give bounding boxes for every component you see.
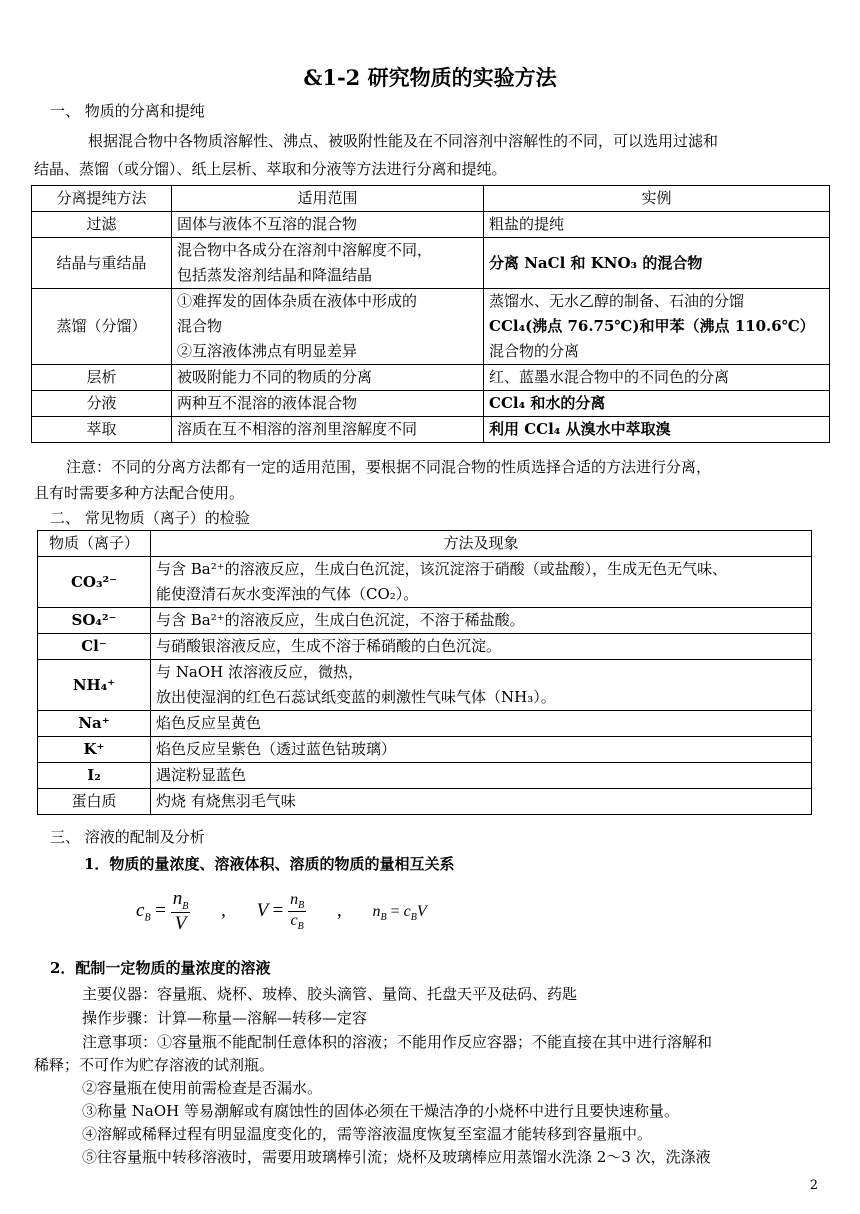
example-line: 混合物的分离 (489, 342, 580, 360)
formula-fraction: $\frac{n_B}{c_B}$ (290, 890, 305, 933)
subsection-2-heading: 2．配制一定物质的量浓度的溶液 (50, 959, 271, 977)
table-header: 分离提纯方法 (32, 186, 172, 212)
scope-cell: 固体与液体不互溶的混合物 (172, 212, 484, 238)
example-cell: 利用 CCl₄ 从溴水中萃取溴 (484, 417, 830, 443)
example-line: 蒸馏水、无水乙醇的制备、石油的分馏 (489, 292, 745, 310)
table-header-row (38, 531, 812, 557)
table-header-row (32, 186, 830, 212)
table-row (32, 212, 830, 238)
scope-cell: 溶质在互不相溶的溶剂里溶解度不同 (172, 417, 484, 443)
concentration-formula: $c_B$ = $\frac{n_B}{V}$ , V = $\frac{n_B}{c_B}$ , $n_B = c_BV$ (136, 888, 427, 934)
caution-item-5: ⑤往容量瓶中转移溶液时，需要用玻璃棒引流；烧杯及玻璃棒应用蒸馏水洗涤 2～3 次，洗涤液 (82, 1148, 711, 1166)
caution-line-2: 稀释；不可作为贮存溶液的试剂瓶。 (34, 1056, 275, 1074)
scope-line: 混合物中各成分在溶剂中溶解度不同， (177, 241, 433, 259)
subsection-1-heading: 1．物质的量浓度、溶液体积、溶质的物质的量相互关系 (84, 855, 455, 873)
caution-line-1: 注意事项：①容量瓶不能配制任意体积的溶液；不能用作反应容器；不能直接在其中进行溶解和 (82, 1033, 713, 1051)
method-cell: 灼烧 有烧焦羽毛气味 (151, 789, 812, 815)
section-3-heading: 三、 溶液的配制及分析 (50, 828, 205, 846)
instruments-line: 主要仪器：容量瓶、烧杯、玻棒、胶头滴管、量筒、托盘天平及砝码、药匙 (82, 985, 578, 1003)
table-header: 实例 (484, 186, 830, 212)
method-cell: 分液 (32, 391, 172, 417)
scope-cell (172, 238, 484, 289)
table-row (38, 634, 812, 660)
section-2-heading: 二、 常见物质（离子）的检验 (50, 509, 250, 527)
table-row (32, 289, 830, 365)
page-number: 2 (809, 1178, 818, 1193)
table-row (32, 365, 830, 391)
note-line-2: 且有时需要多种方法配合使用。 (34, 484, 245, 502)
example-cell: 粗盐的提纯 (484, 212, 830, 238)
caution-item-2: ②容量瓶在使用前需检查是否漏水。 (82, 1079, 323, 1097)
ion-test-table (37, 530, 812, 815)
example-cell: 分离 NaCl 和 KNO₃ 的混合物 (484, 238, 830, 289)
scope-line: ②互溶液体沸点有明显差异 (177, 342, 358, 360)
table-row (32, 417, 830, 443)
example-cell: CCl₄ 和水的分离 (484, 391, 830, 417)
ion-cell: NH₄⁺ (38, 660, 151, 711)
method-cell: 焰色反应呈紫色（透过蓝色钴玻璃） (151, 737, 812, 763)
ion-cell: CO₃²⁻ (38, 557, 151, 608)
section-1-paragraph-line-2: 结晶、蒸馏（或分馏）、纸上层析、萃取和分液等方法进行分离和提纯。 (34, 160, 507, 178)
method-cell: 蒸馏（分馏） (32, 289, 172, 365)
method-line: 与 NaOH 浓溶液反应，微热， (156, 663, 363, 681)
method-cell (151, 660, 812, 711)
table-row (38, 608, 812, 634)
ion-cell: Na⁺ (38, 711, 151, 737)
method-cell (151, 557, 812, 608)
method-cell: 焰色反应呈黄色 (151, 711, 812, 737)
method-cell: 与硝酸银溶液反应，生成不溶于稀硝酸的白色沉淀。 (151, 634, 812, 660)
ion-cell: SO₄²⁻ (38, 608, 151, 634)
method-cell: 萃取 (32, 417, 172, 443)
scope-line: 包括蒸发溶剂结晶和降温结晶 (177, 266, 373, 284)
method-line: 能使澄清石灰水变浑浊的气体（CO₂）。 (156, 585, 419, 603)
formula-fraction: $\frac{n_B}{V}$ (172, 888, 189, 934)
table-row (38, 711, 812, 737)
scope-cell (172, 289, 484, 365)
page-title: &1-2 研究物质的实验方法 (303, 65, 557, 90)
scope-cell: 被吸附能力不同的物质的分离 (172, 365, 484, 391)
formula-c: c (136, 899, 145, 921)
scope-line: 混合物 (177, 317, 223, 335)
example-cell: 红、蓝墨水混合物中的不同色的分离 (484, 365, 830, 391)
table-header: 方法及现象 (151, 531, 812, 557)
steps-line: 操作步骤：计算—称量—溶解—转移—定容 (82, 1009, 368, 1027)
table-row (38, 789, 812, 815)
ion-cell: 蛋白质 (38, 789, 151, 815)
method-line: 放出使湿润的红色石蕊试纸变蓝的刺激性气味气体（NH₃）。 (156, 688, 556, 706)
ion-cell: Cl⁻ (38, 634, 151, 660)
method-cell: 结晶与重结晶 (32, 238, 172, 289)
method-cell: 层析 (32, 365, 172, 391)
caution-item-4: ④溶解或稀释过程有明显温度变化的，需等溶液温度恢复至室温才能转移到容量瓶中。 (82, 1125, 653, 1143)
scope-line: ①难挥发的固体杂质在液体中形成的 (177, 292, 418, 310)
ion-cell: I₂ (38, 763, 151, 789)
caution-item-3: ③称量 NaOH 等易潮解或有腐蚀性的固体必须在干燥洁净的小烧杯中进行且要快速称量。 (82, 1102, 679, 1120)
table-row (38, 737, 812, 763)
table-row (38, 660, 812, 711)
table-row (32, 391, 830, 417)
example-cell (484, 289, 830, 365)
table-row (38, 763, 812, 789)
section-1-heading: 一、 物质的分离和提纯 (50, 102, 205, 120)
table-row (32, 238, 830, 289)
ion-cell: K⁺ (38, 737, 151, 763)
table-row (38, 557, 812, 608)
scope-cell: 两种互不混溶的液体混合物 (172, 391, 484, 417)
section-1-paragraph-line-1: 根据混合物中各物质溶解性、沸点、被吸附性能及在不同溶剂中溶解性的不同，可以选用过滤和 (88, 132, 719, 150)
note-line-1: 注意：不同的分离方法都有一定的适用范围，要根据不同混合物的性质选择合适的方法进行分离， (66, 458, 712, 476)
method-cell: 过滤 (32, 212, 172, 238)
table-header: 适用范围 (172, 186, 484, 212)
separation-methods-table (31, 185, 830, 443)
method-line: 与含 Ba²⁺的溶液反应，生成白色沉淀，该沉淀溶于硝酸（或盐酸），生成无色无气味、 (156, 560, 728, 578)
method-cell: 与含 Ba²⁺的溶液反应，生成白色沉淀，不溶于稀盐酸。 (151, 608, 812, 634)
method-cell: 遇淀粉显蓝色 (151, 763, 812, 789)
example-line: CCl₄(沸点 76.75℃)和甲苯（沸点 110.6℃） (489, 317, 815, 335)
table-header: 物质（离子） (38, 531, 151, 557)
